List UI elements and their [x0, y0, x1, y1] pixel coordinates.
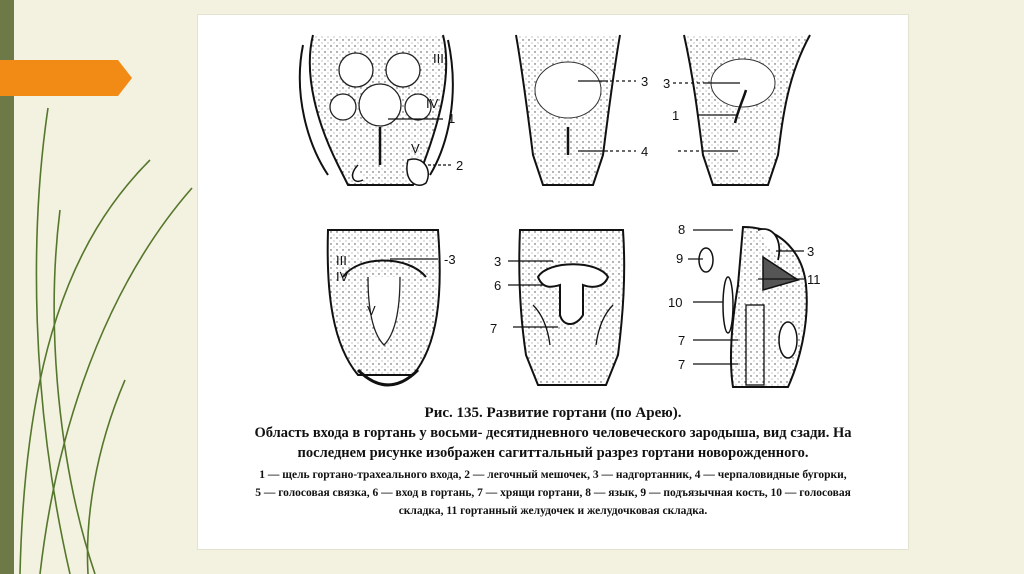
panel-1-label-1: 1	[448, 111, 456, 126]
panel-6-drawing	[668, 222, 821, 387]
larynx-drawings	[198, 15, 908, 405]
panel-6-label-3: 3	[807, 244, 815, 259]
panel-5-label-6: 6	[494, 278, 502, 293]
caption-line-1: Область входа в гортань у восьми- десятидневного человеческого зародыша, вид сзади. На	[254, 425, 852, 441]
caption-title: Рис. 135. Развитие гортани (по Арею).	[424, 405, 682, 421]
panel-6-label-8: 8	[678, 222, 686, 237]
panel-4-label-minus-3: -3	[444, 252, 456, 267]
panel-1-drawing	[300, 35, 463, 185]
panel-5-label-3: 3	[494, 254, 502, 269]
panel-2-drawing	[516, 35, 648, 185]
panel-4-label-IV: IV	[336, 269, 349, 284]
legend-line-2: 5 — голосовая связка, 6 — вход в гортань, 7 — хрящи гортани, 8 — язык, 9 — подъязычная кость, 10 — голосовая	[255, 487, 851, 499]
panel-4-label-V: V	[367, 303, 376, 318]
figure-caption	[198, 403, 908, 520]
panel-1-label-2: 2	[456, 158, 464, 173]
caption-line-2: последнем рисунке изображен сагиттальный разрез гортани новорожденного.	[297, 445, 809, 461]
panel-6-label-7a: 7	[678, 333, 686, 348]
legend-block	[198, 466, 908, 520]
panel-1-label-IV: IV	[426, 96, 439, 111]
panel-1-label-V: V	[411, 141, 420, 156]
legend-line-1: 1 — щель гортано-трахеального входа, 2 — легочный мешочек, 3 — надгортанник, 4 — черпаловидные бугорки,	[259, 469, 847, 481]
orange-arrow-tab	[0, 55, 140, 115]
panel-2-label-3: 3	[641, 74, 649, 89]
panel-6-label-10: 10	[668, 295, 683, 310]
figure-card	[197, 14, 909, 550]
legend-line-3: складка, 11 гортанный желудочек и желудочковая складка.	[398, 505, 708, 517]
panel-6-label-7b: 7	[678, 357, 686, 372]
panel-4-drawing	[328, 230, 456, 385]
panel-1-label-III: III	[433, 51, 444, 66]
panel-5-label-7: 7	[490, 321, 498, 336]
panel-3-label-3: 3	[663, 76, 671, 91]
panel-4-label-III: III	[336, 253, 347, 268]
panel-5-drawing	[490, 230, 624, 385]
panel-6-label-11: 11	[807, 272, 821, 287]
panel-3-label-1: 1	[672, 108, 680, 123]
panel-2-label-4: 4	[641, 144, 649, 159]
panel-6-label-9: 9	[676, 251, 684, 266]
panel-3-drawing	[663, 35, 810, 185]
